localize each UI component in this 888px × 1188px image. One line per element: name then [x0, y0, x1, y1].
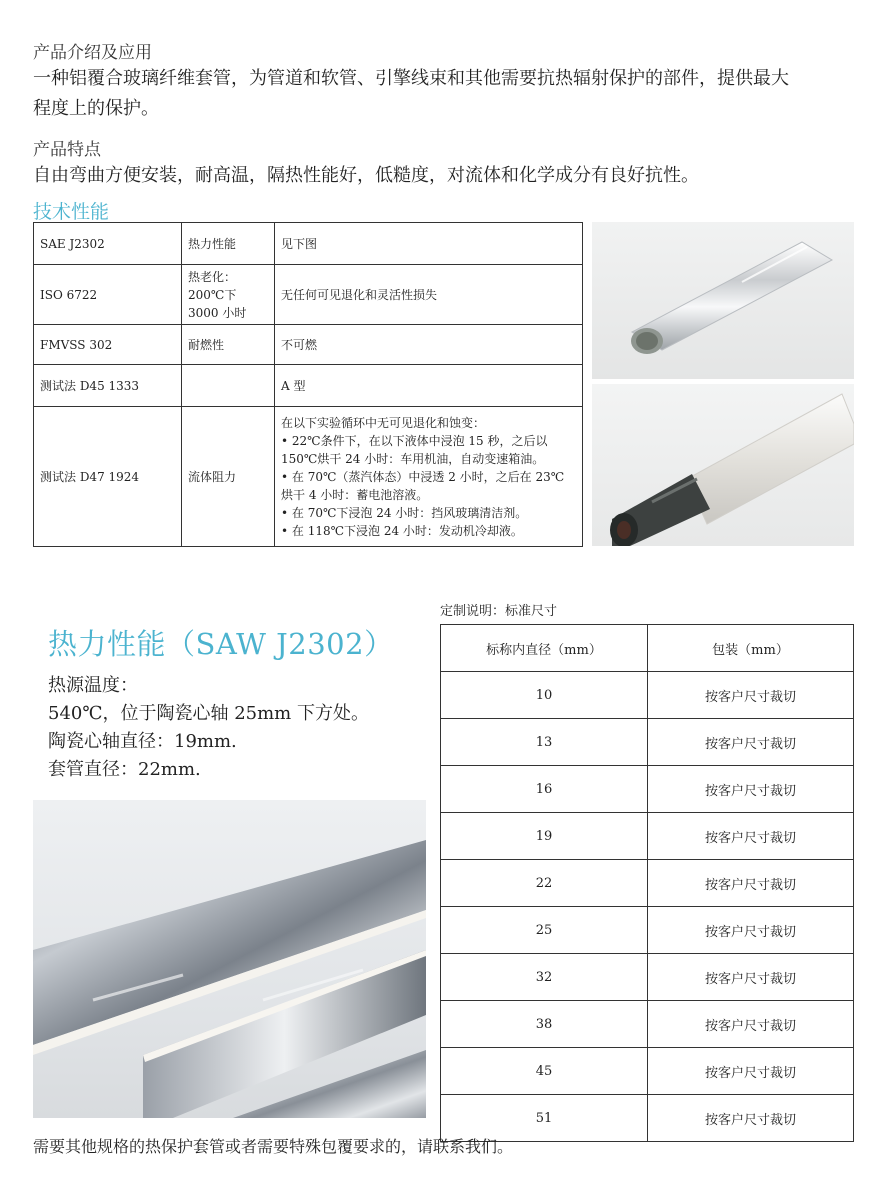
intro-line-2: 程度上的保护。: [33, 98, 159, 119]
spec-result-line: • 在 118℃下浸泡 24 小时：发动机冷却液。: [281, 523, 523, 538]
size-row: [441, 1001, 854, 1048]
thermal-line: 540℃，位于陶瓷心轴 25mm 下方处。: [48, 703, 369, 724]
size-diameter-cell: 13: [441, 719, 648, 766]
spec-result-line: 无任何可见退化和灵活性损失: [281, 287, 438, 302]
spec-result-line: • 22℃条件下，在以下液体中浸泡 15 秒，之后以: [281, 433, 548, 448]
spec-standard: ISO 6722: [34, 265, 182, 325]
spec-property-line: 流体阻力: [188, 469, 237, 484]
spec-result: [275, 325, 583, 365]
spec-result: [275, 223, 583, 265]
size-caption: 定制说明：标准尺寸: [440, 604, 558, 619]
spec-property-line: 热力性能: [188, 236, 237, 251]
spec-result-line: A 型: [281, 378, 306, 393]
size-packaging-cell: 按客户尺寸裁切: [648, 860, 854, 907]
size-diameter-cell: 25: [441, 907, 648, 954]
sleeve-photo-1: [592, 222, 854, 379]
features-heading: 产品特点: [33, 140, 101, 160]
size-row: [441, 954, 854, 1001]
size-row: [441, 766, 854, 813]
spec-row: [34, 223, 583, 265]
spec-property-line: 耐燃性: [188, 337, 225, 352]
spec-standard: 测试法 D45 1333: [34, 365, 182, 407]
spec-result: [275, 407, 583, 547]
intro-line-1: 一种铝覆合玻璃纤维套管，为管道和软管、引擎线束和其他需要抗热辐射保护的部件，提供最大: [33, 68, 789, 89]
size-diameter-cell: 38: [441, 1001, 648, 1048]
flat-aluminized-sleeve-image: [33, 800, 426, 1118]
size-row: [441, 1048, 854, 1095]
spec-property: [182, 407, 275, 547]
size-packaging-cell: 按客户尺寸裁切: [648, 719, 854, 766]
spec-property: [182, 325, 275, 365]
size-packaging-cell: 按客户尺寸裁切: [648, 1095, 854, 1142]
thermal-conditions: [48, 672, 369, 784]
size-packaging-cell: 按客户尺寸裁切: [648, 907, 854, 954]
size-diameter-cell: 51: [441, 1095, 648, 1142]
spec-result-line: • 在 70℃下浸泡 24 小时：挡风玻璃清洁剂。: [281, 505, 528, 520]
spec-result-line: 在以下实验循环中无可见退化和蚀变：: [281, 415, 486, 430]
thermal-line: 套管直径：22mm.: [48, 759, 201, 780]
size-row: [441, 907, 854, 954]
size-diameter-cell: 32: [441, 954, 648, 1001]
size-table: [440, 624, 854, 1142]
size-packaging-cell: 按客户尺寸裁切: [648, 813, 854, 860]
spec-result-line: 见下图: [281, 236, 318, 251]
spec-property-line: 200℃下: [188, 287, 237, 302]
fiber-sleeve-hose-image: [592, 384, 854, 546]
intro-heading: 产品介绍及应用: [33, 43, 152, 63]
size-row: [441, 813, 854, 860]
size-header-cell: 包装（mm）: [648, 625, 854, 672]
size-packaging-cell: 按客户尺寸裁切: [648, 672, 854, 719]
spec-row: [34, 365, 583, 407]
thermal-line: 热源温度：: [48, 675, 138, 696]
spec-property-line: 热老化：: [188, 269, 237, 284]
spec-property: [182, 365, 275, 407]
spec-standard: 测试法 D47 1924: [34, 407, 182, 547]
spec-property: [182, 223, 275, 265]
size-diameter-cell: 22: [441, 860, 648, 907]
spec-standard: SAE J2302: [34, 223, 182, 265]
spec-property-line: 3000 小时: [188, 305, 247, 320]
size-row: [441, 672, 854, 719]
spec-row: [34, 325, 583, 365]
spec-row: [34, 407, 583, 547]
thermal-line: 陶瓷心轴直径：19mm.: [48, 731, 237, 752]
tech-heading: 技术性能: [33, 201, 110, 223]
size-header-row: [441, 625, 854, 672]
spec-row: [34, 265, 583, 325]
size-row: [441, 860, 854, 907]
spec-result-line: 不可燃: [281, 337, 318, 352]
size-header-cell: 标称内直径（mm）: [441, 625, 648, 672]
sleeve-photo-2: [592, 384, 854, 546]
product-photo: [33, 800, 426, 1118]
spec-result-line: 烘干 4 小时：蓄电池溶液。: [281, 487, 429, 502]
size-diameter-cell: 45: [441, 1048, 648, 1095]
footer-note: 需要其他规格的热保护套管或者需要特殊包覆要求的，请联系我们。: [33, 1137, 514, 1156]
spec-property: [182, 265, 275, 325]
spec-table: [33, 222, 583, 547]
spec-result-line: • 在 70℃（蒸汽体态）中浸透 2 小时，之后在 23℃: [281, 469, 565, 484]
size-packaging-cell: 按客户尺寸裁切: [648, 766, 854, 813]
features-text: 自由弯曲方便安装，耐高温，隔热性能好，低糙度，对流体和化学成分有良好抗性。: [33, 165, 699, 186]
size-packaging-cell: 按客户尺寸裁切: [648, 1001, 854, 1048]
thermal-title: 热力性能（SAW J2302）: [48, 627, 394, 661]
spec-result: [275, 265, 583, 325]
size-diameter-cell: 10: [441, 672, 648, 719]
spec-result: [275, 365, 583, 407]
spec-standard: FMVSS 302: [34, 325, 182, 365]
size-packaging-cell: 按客户尺寸裁切: [648, 954, 854, 1001]
aluminized-sleeve-image: [592, 222, 854, 379]
size-row: [441, 719, 854, 766]
size-diameter-cell: 19: [441, 813, 648, 860]
intro-text: [33, 64, 863, 124]
spec-result-line: 150℃烘干 24 小时：车用机油，自动变速箱油。: [281, 451, 545, 466]
size-packaging-cell: 按客户尺寸裁切: [648, 1048, 854, 1095]
size-diameter-cell: 16: [441, 766, 648, 813]
